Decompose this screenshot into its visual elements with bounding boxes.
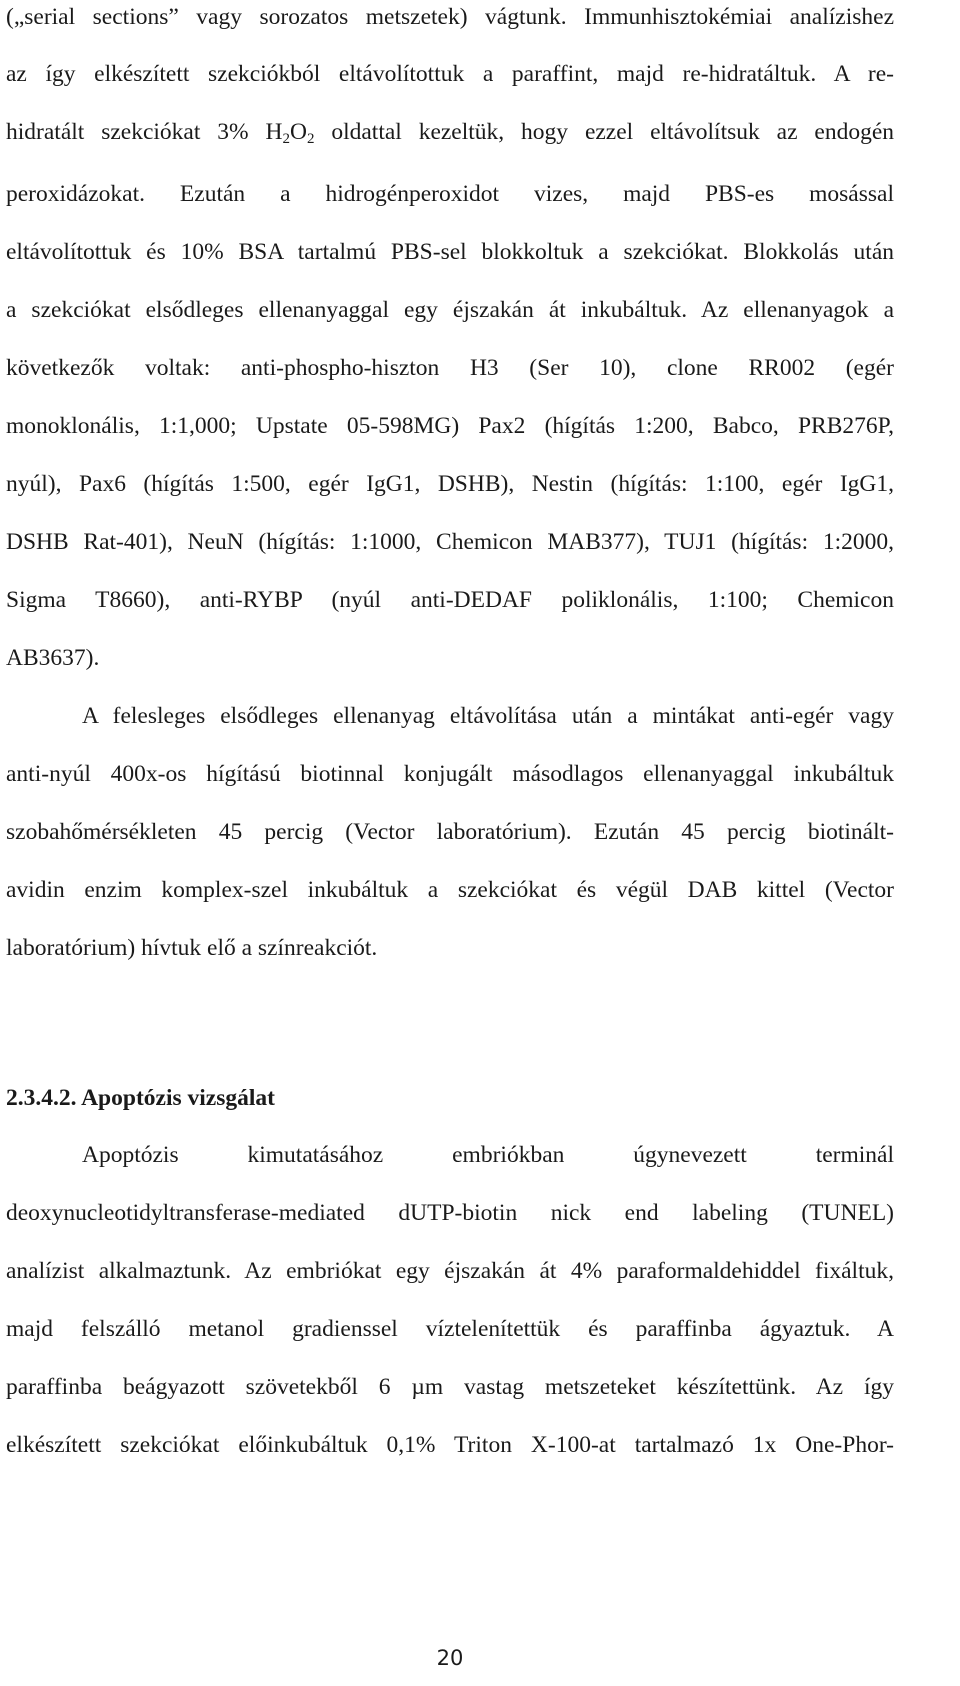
text-line: Apoptózis kimutatásához embriókban úgynevezett terminál	[82, 1142, 894, 1168]
text-line: laboratórium) hívtuk elő a színreakciót.	[6, 935, 378, 961]
text-line: AB3637).	[6, 645, 100, 671]
section-heading: 2.3.4.2. Apoptózis vizsgálat	[6, 1085, 275, 1111]
text-line: avidin enzim komplex-szel inkubáltuk a szekciókat és végül DAB kittel (Vector	[6, 877, 894, 903]
text-span: O	[289, 119, 307, 145]
text-line: paraffinba beágyazott szövetekből 6 µm vastag metszeteket készítettünk. Az így	[6, 1374, 894, 1400]
text-line: A felesleges elsődleges ellenanyag eltávolítása után a mintákat anti-egér vagy	[82, 703, 894, 729]
text-line-with-formula	[6, 117, 894, 147]
text-line: DSHB Rat-401), NeuN (hígítás: 1:1000, Chemicon MAB377), TUJ1 (hígítás: 1:2000,	[6, 529, 894, 555]
subscript: 2	[282, 131, 290, 147]
page-number: 20	[436, 1646, 464, 1670]
subscript: 2	[306, 131, 315, 147]
text-line: anti-nyúl 400x-os hígítású biotinnal konjugált másodlagos ellenanyaggal inkubáltuk	[6, 761, 894, 787]
text-line: Sigma T8660), anti-RYBP (nyúl anti-DEDAF poliklonális, 1:100; Chemicon	[6, 587, 894, 613]
text-line: eltávolítottuk és 10% BSA tartalmú PBS-sel blokkoltuk a szekciókat. Blokkolás után	[6, 239, 894, 265]
text-line: nyúl), Pax6 (hígítás 1:500, egér IgG1, DSHB), Nestin (hígítás: 1:100, egér IgG1,	[6, 471, 894, 497]
text-span: oldattal kezeltük, hogy ezzel eltávolítsuk az endogén	[314, 119, 894, 145]
text-line: („serial sections” vagy sorozatos metszetek) vágtunk. Immunhisztokémiai analízishez	[6, 4, 894, 30]
text-line: peroxidázokat. Ezután a hidrogénperoxidot vizes, majd PBS-es mosással	[6, 181, 894, 207]
text-line: deoxynucleotidyltransferase-mediated dUTP-biotin nick end labeling (TUNEL)	[6, 1200, 894, 1226]
text-span: hidratált szekciókat 3% H	[6, 119, 283, 145]
text-line: majd felszálló metanol gradienssel víztelenítettük és paraffinba ágyaztuk. A	[6, 1316, 894, 1342]
text-line: az így elkészített szekciókból eltávolítottuk a paraffint, majd re-hidratáltuk. A re-	[6, 61, 894, 87]
text-line: a szekciókat elsődleges ellenanyaggal egy éjszakán át inkubáltuk. Az ellenanyagok a	[6, 297, 894, 323]
text-line: elkészített szekciókat előinkubáltuk 0,1% Triton X-100-at tartalmazó 1x One-Phor-	[6, 1432, 894, 1458]
text-line: analízist alkalmaztunk. Az embriókat egy éjszakán át 4% paraformaldehiddel fixáltuk,	[6, 1258, 894, 1284]
text-line: monoklonális, 1:1,000; Upstate 05-598MG) Pax2 (hígítás 1:200, Babco, PRB276P,	[6, 413, 894, 439]
text-line: következők voltak: anti-phospho-hiszton H3 (Ser 10), clone RR002 (egér	[6, 355, 894, 381]
text-line: szobahőmérsékleten 45 percig (Vector laboratórium). Ezután 45 percig biotinált-	[6, 819, 894, 845]
